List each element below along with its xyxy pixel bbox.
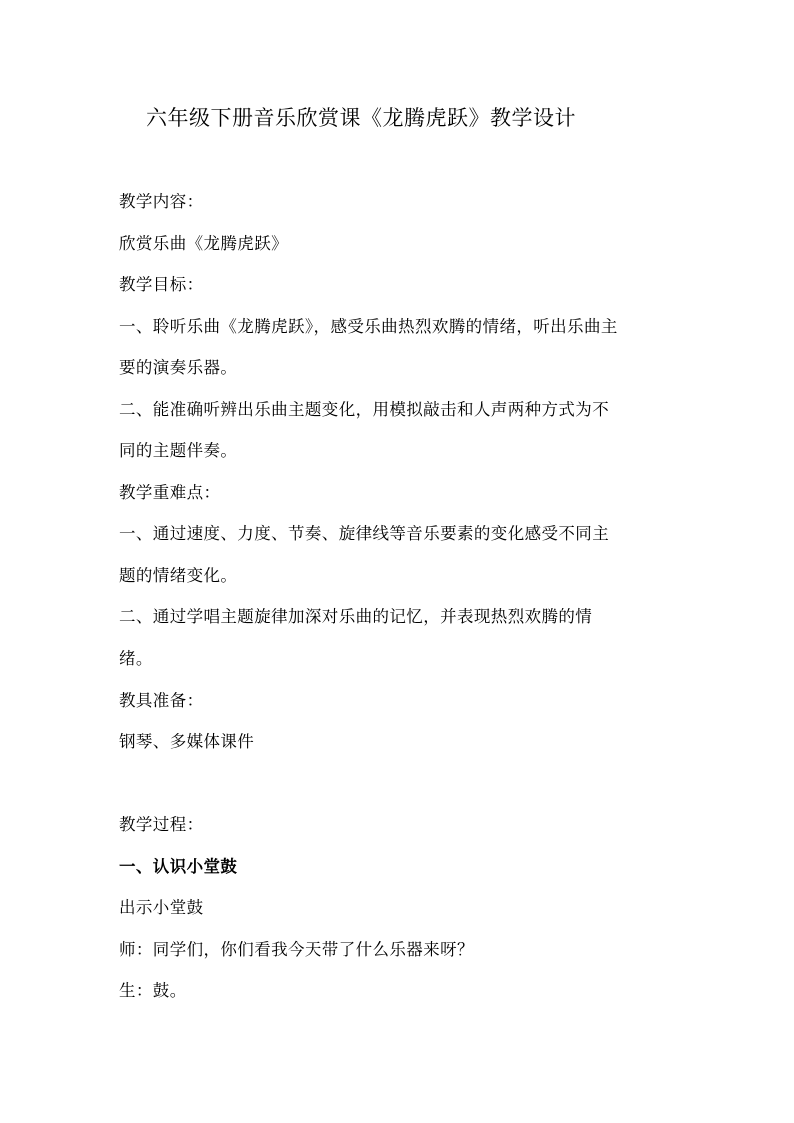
content-text: 欣赏乐曲《龙腾虎跃》 [119,234,288,253]
key-points-heading: 教学重难点： [119,483,221,502]
content-heading: 教学内容： [119,192,204,211]
process-heading: 教学过程： [119,815,204,834]
section-1-show: 出示小堂鼓 [119,898,204,917]
key-1-line-2: 题的情绪变化。 [119,566,238,585]
key-2-line-1: 二、通过学唱主题旋律加深对乐曲的记忆，并表现热烈欢腾的情 [119,607,593,626]
materials-heading: 教具准备： [119,691,204,710]
document-title: 六年级下册音乐欣赏课《龙腾虎跃》教学设计 [146,106,576,130]
key-2-line-2: 绪。 [119,649,153,668]
goal-1-line-2: 要的演奏乐器。 [119,358,238,377]
key-1-line-1: 一、通过速度、力度、节奏、旋律线等音乐要素的变化感受不同主 [119,524,610,543]
section-1-heading: 一、认识小堂鼓 [119,857,238,876]
materials-text: 钢琴、多媒体课件 [119,732,255,751]
goal-1-line-1: 一、聆听乐曲《龙腾虎跃》，感受乐曲热烈欢腾的情绪，听出乐曲主 [119,317,618,336]
goals-heading: 教学目标： [119,275,204,294]
student-line: 生：鼓。 [119,981,187,1000]
goal-2-line-2: 同的主题伴奏。 [119,441,238,460]
goal-2-line-1: 二、能准确听辨出乐曲主题变化，用模拟敲击和人声两种方式为不 [119,400,610,419]
teacher-line: 师：同学们，你们看我今天带了什么乐器来呀？ [119,940,474,959]
